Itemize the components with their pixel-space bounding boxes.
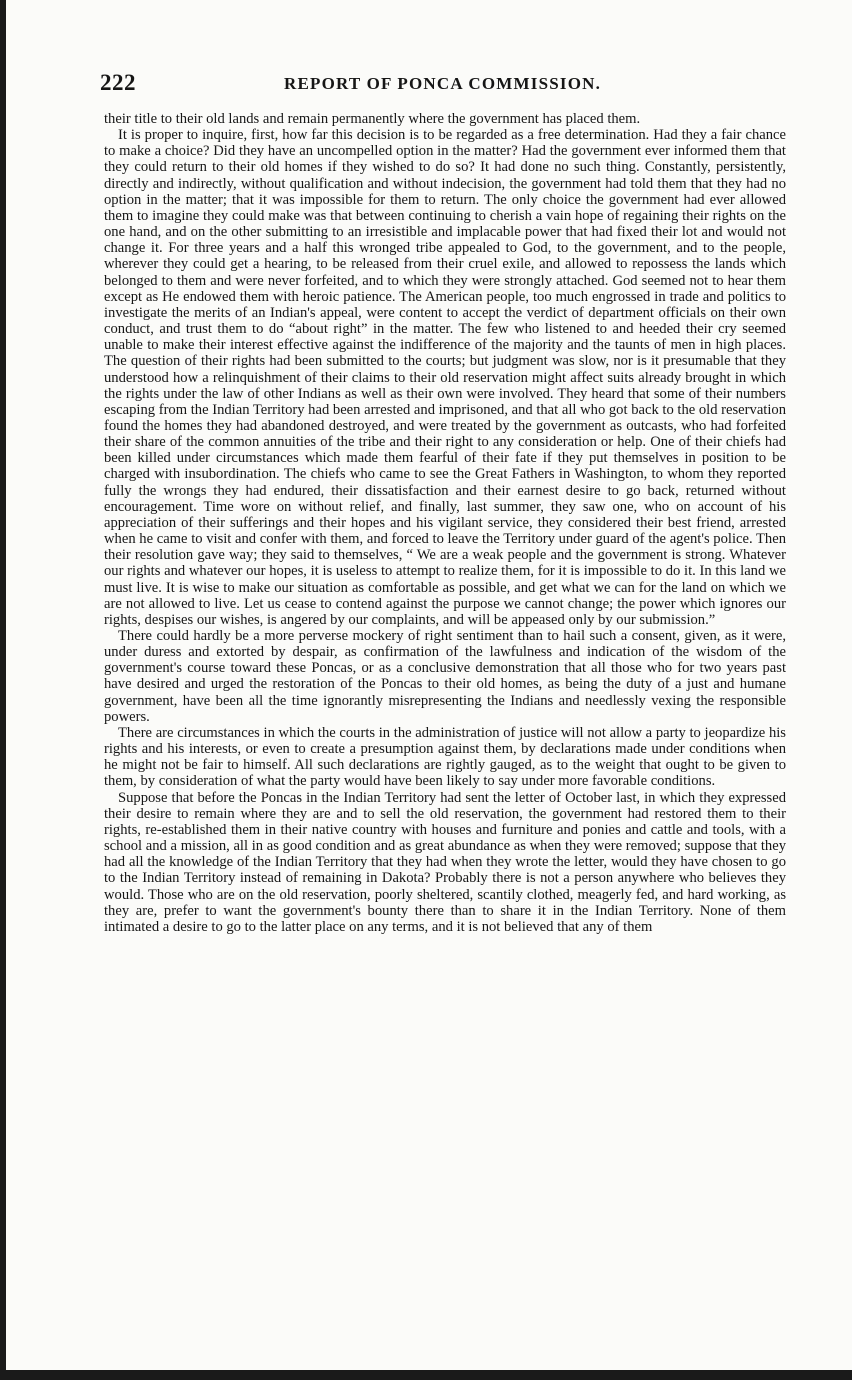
paragraph: It is proper to inquire, first, how far this decision is to be regarded as a free determination. Had they a fair chance to make a choice? Did they have an uncompelled option in the matter? Had the government ever informed them that they could return to their old homes if they wished to do so? It had done no such thing. Constantly, persistently, directly and indirectly, without qualification and without indecision, the government had told them that they had no option in the matter; that it was impossible for them to return. The only choice the government had ever allowed them to imagine they could make was that between continuing to cherish a vain hope of regaining their rights on the one hand, and on the other submitting to an irresistible and implacable power that had fixed their lot and would not change it. For three years and a half this wronged tribe appealed to God, to the government, and to the people, wherever they could get a hearing, to be released from their cruel exile, and allowed to repossess the lands which belonged to them and were never forfeited, and to which they were strongly attached. God seemed not to hear them except as He endowed them with heroic patience. The American people, too much engrossed in trade and politics to investigate the merits of an Indian's appeal, were content to accept the verdict of department officials on their own conduct, and trust them to do “about right” in the matter. The few who listened to and heeded their cry seemed unable to make their interest effective against the indifference of the majority and the taunts of men in high places. The question of their rights had been submitted to the courts; but judgment was slow, nor is it presumable that they understood how a relinquishment of their claims to their old reservation might affect suits already brought in which the rights under the law of other Indians as well as their own were involved. They heard that some of their numbers escaping from the Indian Territory had been arrested and imprisoned, and that all who got back to the old reservation found the homes they had abandoned destroyed, and were treated by the government as outcasts, who had forfeited their share of the common annuities of the tribe and their right to any consideration or help. One of their chiefs had been killed under circumstances which made them fearful of their fate if they put themselves in position to be charged with insubordination. The chiefs who came to see the Great Fathers in Washington, to whom they reported fully the wrongs they had endured, their dissatisfaction and their earnest desire to go back, returned without encouragement. Time wore on without relief, and finally, last summer, they saw one, who on account of his appreciation of their sufferings and their hopes and his vigilant service, they considered their best friend, arrested when he came to visit and confer with them, and forced to leave the Territory under guard of the agent's police. Then their resolution gave way; they said to themselves, “ We are a weak people and the government is strong. Whatever our rights and whatever our hopes, it is useless to attempt to realize them, for it is impossible to do it. In this land we must live. It is wise to make our situation as comfortable as possible, and get what we can for the land on which we are not allowed to live. Let us cease to contend against the purpose we cannot change; the power which ignores our rights, despises our wishes, is angered by our complaints, and will be appeased only by our submission.” — [104, 127, 786, 628]
paragraph-continued: their title to their old lands and remain permanently where the government has placed them. — [104, 111, 641, 127]
running-head: REPORT OF PONCA COMMISSION. — [284, 74, 602, 93]
paragraph: There are circumstances in which the courts in the administration of justice will not allow a party to jeopardize his rights and his interests, or even to create a presumption against them, by declarations made under conditions when he might not be fair to himself. All such declarations are rightly gauged, as to the weight that ought to be given to them, by consideration of what the party would have been likely to say under more favorable conditions. — [104, 724, 786, 790]
paragraph: There could hardly be a more perverse mockery of right sentiment than to hail such a consent, given, as it were, under duress and extorted by despair, as confirmation of the lawfulness and indication of the wisdom of the government's course toward these Poncas, or as a conclusive demonstration that all those who for two years past have desired and urged the restoration of the Poncas to their old homes, as being the duty of a just and humane government, have been all the time ignorantly misrepresenting the Indians and needlessly vexing the responsible powers. — [104, 628, 786, 725]
page-header — [100, 70, 790, 98]
scan-left-edge — [0, 0, 6, 1380]
paragraph: Suppose that before the Poncas in the Indian Territory had sent the letter of October last, in which they expressed their desire to remain where they are and to sell the old reservation, the government had restored them to their rights, re-established them in their native country with houses and furniture and ponies and cattle and tools, with a school and a mission, all in as good condition and as great abundance as when they were removed; suppose that they had all the knowledge of the Indian Territory that they had when they wrote the letter, would they have chosen to go to the Indian Territory instead of remaining in Dakota? Probably there is not a person anywhere who believes they would. Those who are on the old reservation, poorly sheltered, scantily clothed, meagerly fed, and hard working, as they are, prefer to want the government's bounty there than to share it in the Indian Territory. None of them intimated a desire to go to the latter place on any terms, and it is not believed that any of them — [104, 789, 786, 935]
scan-bottom-edge — [0, 1370, 852, 1380]
page-number: 222 — [100, 70, 136, 95]
body-text — [104, 111, 786, 935]
